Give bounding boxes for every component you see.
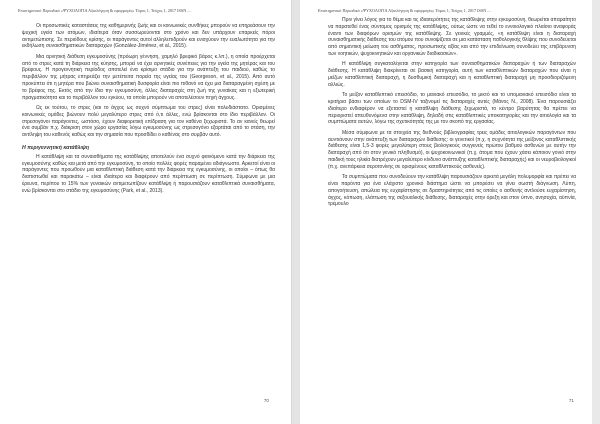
paragraph: Οι προσωπικές καταστάσεις της καθημερινής ζωής και οι κοινωνικές συνθήκες μπορούν να επηρεάσουν την ψυχική υγεία των ατόμων, ιδιαίτερα όταν συσσωρεύονται στο χρόνο και δεν υπάρχουν επαρκείς πόροι αντιμετώπισης. Σε περιόδους κρίσης, οι παράγοντες αυτοί αλληλεπιδρούν και ενισχύουν την ευαλωτότητα για την εκδήλωση συναισθηματικών διαταραχών (González-Jiménez, et al., 2015). [22,23,275,50]
paragraph: Ως εκ τούτου, το στρες (και το άγχος ως συχνό σύμπτωμα του στρες) είναι πολυδιάστατο. Ορισμένες κοινωνικές ομάδες βιώνουν πολύ μεγαλύτερο στρες από ό,τι άλλες, ενώ βρίσκονται στο ίδιο περιβάλλον. Οι στρεσογόνοι παράγοντες, ωστόσο, έχουν διαφορετική επίδραση για τον καθένα ξεχωριστά. Το αν κανείς θεωρεί ένα συμβάν π.χ. διάκριση στον χώρο εργασίας λόγω εγκυμοσύνης ως στρεσογόνο εξαρτάται από το στάση, την αντίληψη του καθενός καθώς και την σημασία που προσδίδει ο καθένας στο συμβάν αυτό. [22,104,275,139]
paragraph: Η κατάθλιψη και τα συναισθήματα της κατάθλιψης αποτελούν ένα συχνό φαινόμενο κατά την διάρκεια της εγκυμοσύνης καθώς και μετά από την εγκυμοσύνη, το οποίο πολλές φορές παραμένει αδιάγνωστο. Αρκετοί είναι οι παράγοντες που προωθούν μια καταθλιπτική διάθεση κατά την διάρκεια της εγκυμοσύνης, οι οποίοι – όπως θα διαπιστωθεί και παρακάτω – είναι ιδιαίτερα και διαφέρουν από περίπτωση σε περίπτωση. Σύμφωνα με μια έρευνα, περίπου το 15% των γυναικών αντιμετωπίζουν κατάθλιψη ή παρουσιάζουν καταθλιπτικά συναισθήματα, ενώ βρίσκονται στο στάδιο της εγκυμοσύνης (Park, et al., 2013). [22,153,275,194]
paragraph: Το μείζον καταθλιπτικό επεισόδιο, το μανιακό επεισόδιο, το μικτό και το υπομανιακό επεισόδιο είναι τα κριτήρια βάσει των οποίων το DSM-IV ταξινομεί τις διαταραχές αυτές (Μάνος Ν., 2008). Ένα παρουσιάζει ιδιαίτερο ενδιαφέρον να εξεταστεί η κατάθλιψη διάθεσης ξεχωριστά, το κέντρο βαρύτητας θα πρέπει να περιοριστεί απευθυνόμενα στην κατάθλιψη, δηλαδή στις καταθλιπτικές υποκατηγορίες και την αιτιολογία και τα συμπτώματα αυτών, λόγω της σχετικότητάς της με τον σκοπό της εργασίας. [328,92,576,126]
running-header: Επιστημονικό Περιοδικό «ΨΥΧΟΛΟΓΙΑ Αξιολόγηση & εφαρμογές» Τόμος 1, Τεύχος 1, 2017 ISSN .... [318,8,492,13]
page-number: 71 [568,398,574,403]
paragraph: Πριν γίνει λόγος για το θέμα και τις ιδιαιτερότητες της κατάθλιψης στην εγκυμοσύνη, θεωρείται απαραίτητο να παρατεθεί ένας σύντομος ορισμός της κατάθλιψης, ούτως ώστε να τεθεί το εννοιολογικό πλαίσιο αναφοράς έναντι των διαφόρων ορισμών της κατάθλιψης. Σε γενικές γραμμές, «η κατάθλιψη είναι η διαταραχή συναισθηματικής διάθεσης του ατόμου που συνοψίζεται σε μια κατάσταση παθολογικής θλίψης που συνοδεύεται από σημαντική μείωση του ασθήματος, προσωπικής αξίας και από την επιδείνωση συνοδεύει της επιβάρυνση των νοητικών, ψυχοκινητικών και οργανικών διαδικασιών». [328,17,576,57]
paragraph: Τα συμπτώματα που συνοδεύουν την κατάθλιψη παρουσιάζουν αρκετά μεγάλη πολυμορφία και πρέπει να είναι παρόντα για ένα ελάχιστο χρονικό διάστημα ώστε να μπορέσει να γίνει σωστή διάγνωση. Λύπη, απογοήτευση, απώλεια της ευχαρίστησης σε δραστηριότητες από τις οποίες ο ασθενής αντλούσε ευχαρίστηση, άγχος, κόπωση, ελάττωση της σεξουαλικής διάθεσης, διαταραχές στην όρεξη και στον ύπνο, ανησυχία, αϋπνία, τρέμουλο [328,174,576,208]
right-page [300,0,592,424]
paragraph: Η κατάθλιψη συγκαταλέγεται στην κατηγορία των συναισθηματικών διαταραχών ή των διαταραχών διάθεσης. Η κατάθλιψη διακρίνεται σε βασική κατηγορία, αυτή των καταθλιπτικών διαταραχών που είναι η μείζων καταθλιπτική διαταραχή, η δυσθυμική διαταραχή και η καταθλιπτική διαταραχή μη προσδιοριζόμενη αλλιώς. [328,61,576,88]
paragraph: Μια αρνητική διάθεση εγκυμοσύνης (πρόωρη γέννηση, χαμηλό βρεφικό βάρος κ.λπ.), η οποία προέρχεται από το στρες κατά τη διάρκεια της κύησης, μπορεί να έχει αρνητικές συνέπειες για την υγεία της μητέρας και του βρέφους. Η προγεννητική περίοδος αποτελεί ένα κρίσιμο στάδιο για την ανάπτυξη του παιδιού, καθώς το περιβάλλον της μήτρας επηρεάζει την μετέπειτα πορεία της υγείας του (Georgeson, et al., 2015). Από αυτό προκύπτει ότι η μητέρα που βιώνει συναισθηματική δυσφορία είναι πιο πιθανό να έχει μια διαταραγμένη σχέση με το βρέφος της. Εκτός από την ίδια την εγκυμοσύνη, άλλες διαταραχές στη ζωή της γυναίκας και η εξωτερική πραγματικότητα και το περιβάλλον του εγκύου, τα οποία μπορούν να αποτελέσουν πηγή άγχους. [22,53,275,101]
section-heading: Η περιγεννητική κατάθλιψη [22,144,90,151]
page-body [328,17,576,212]
paragraph: Μέσα σύμφωνα με τα στοιχεία της διεθνούς βιβλιογραφίας τρεις ομάδες αιτιολογικών παραγόντων που αυντιάνουν στην ανάπτυξη των διαταραχών διάθεσης: οι γενετικοί (π.χ. η συχνότητα της μείζονος καταθλιπτικής διάθεσης είναι 1,5-3 φορές μεγαλύτερη στους βιολογικούς συγγενείς πρώτου βαθμού ασθενών με αυτήν την διαταραχή από ότι στον γενικό πληθυσμό), οι ψυχοκοινωνικοί (π.χ. άτομα που έχουν χάσει κάποιον γονιό στην παιδική τους ηλικία διατρέχουν μεγαλύτερο κίνδυνο ανάπτυξης καταθλιπτικής διαταραχής) και οι νευροβιολογικοί (π.χ. ανεπάρκεια σεροτονίνης σε ορισμένους καταθλιπτικούς ασθενείς). [328,129,576,170]
page-body [22,23,275,198]
running-header: Επιστημονικό Περιοδικό «ΨΥΧΟΛΟΓΙΑ Αξιολόγηση & εφαρμογές» Τόμος 1, Τεύχος 1, 2017 ISSN .... [18,8,192,13]
page-gutter [292,0,300,424]
page-number: 70 [263,398,269,403]
left-page [0,0,292,424]
